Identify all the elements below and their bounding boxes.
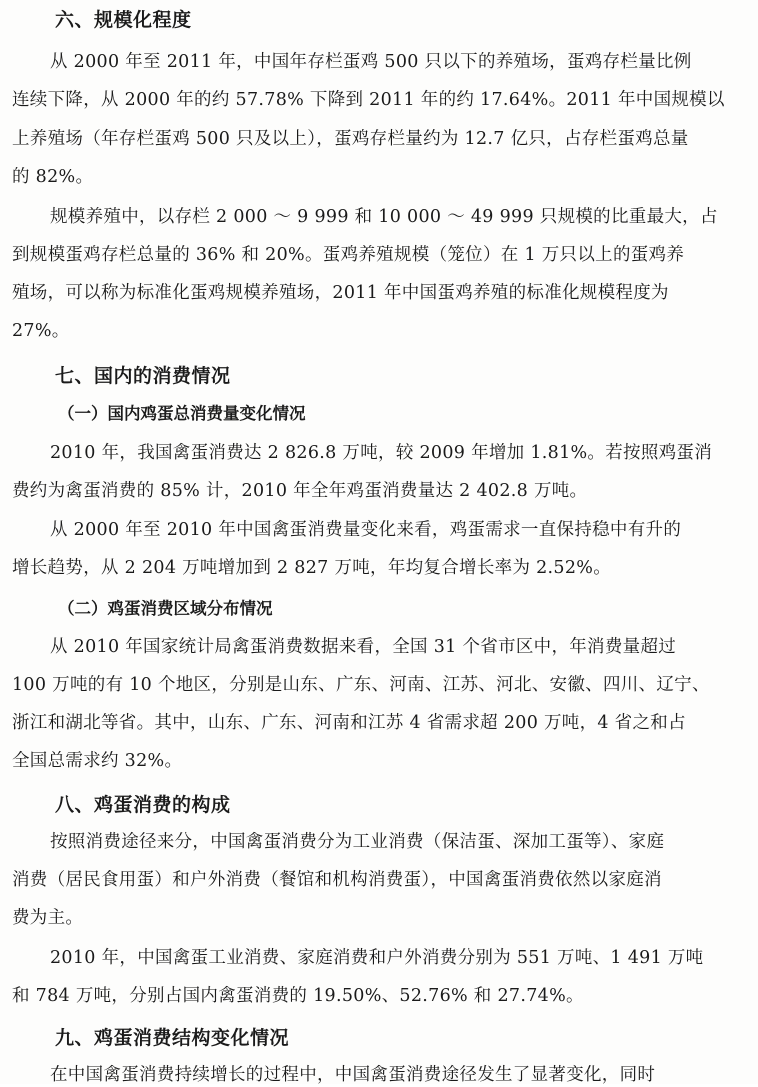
paragraph-line: 从 2000 年至 2010 年中国禽蛋消费量变化来看，鸡蛋需求一直保持稳中有升的 (50, 520, 682, 540)
paragraph-line: 2010 年，我国禽蛋消费达 2 826.8 万吨，较 2009 年增加 1.81%。若按照鸡蛋消 (50, 443, 713, 463)
paragraph-line: 连续下降，从 2000 年的约 57.78% 下降到 2011 年的约 17.64%。2011 年中国规模以 (12, 90, 725, 110)
paragraph-line: 费为主。 (12, 908, 84, 928)
paragraph-line: 浙江和湖北等省。其中，山东、广东、河南和江苏 4 省需求超 200 万吨，4 省之和占 (12, 713, 686, 733)
paragraph-line: 消费（居民食用蛋）和户外消费（餐馆和机构消费蛋），中国禽蛋消费依然以家庭消 (12, 870, 662, 890)
paragraph-line: 增长趋势，从 2 204 万吨增加到 2 827 万吨，年均复合增长率为 2.52%。 (12, 558, 612, 578)
paragraph-line: 殖场，可以称为标准化蛋鸡规模养殖场，2011 年中国蛋鸡养殖的标准化规模程度为 (12, 283, 669, 303)
paragraph-line: 27%。 (12, 321, 70, 341)
paragraph-line: 从 2010 年国家统计局禽蛋消费数据来看，全国 31 个省市区中，年消费量超过 (50, 637, 677, 657)
paragraph-line: 到规模蛋鸡存栏总量的 36% 和 20%。蛋鸡养殖规模（笼位）在 1 万只以上的蛋鸡养 (12, 245, 685, 265)
subsection-heading-total-consumption: （一）国内鸡蛋总消费量变化情况 (58, 404, 306, 423)
paragraph-line: 规模养殖中，以存栏 2 000 ～ 9 999 和 10 000 ～ 49 999 只规模的比重最大，占 (50, 207, 718, 227)
paragraph-line: 在中国禽蛋消费持续增长的过程中，中国禽蛋消费途径发生了显著变化，同时 (50, 1065, 656, 1085)
paragraph-line: 按照消费途径来分，中国禽蛋消费分为工业消费（保洁蛋、深加工蛋等）、家庭 (50, 832, 665, 852)
section-heading-domestic-consumption: 七、国内的消费情况 (55, 365, 231, 387)
subsection-heading-regional-distribution: （二）鸡蛋消费区域分布情况 (58, 599, 273, 618)
section-heading-consumption-composition: 八、鸡蛋消费的构成 (55, 794, 231, 816)
paragraph-line: 全国总需求约 32%。 (12, 751, 183, 771)
paragraph-line: 和 784 万吨，分别占国内禽蛋消费的 19.50%、52.76% 和 27.74%。 (12, 986, 584, 1006)
paragraph-line: 2010 年，中国禽蛋工业消费、家庭消费和户外消费分别为 551 万吨、1 491 万吨 (50, 948, 704, 968)
section-heading-scale: 六、规模化程度 (55, 9, 192, 31)
paragraph-line: 100 万吨的有 10 个地区，分别是山东、广东、河南、江苏、河北、安徽、四川、辽宁、 (12, 675, 710, 695)
paragraph-line: 从 2000 年至 2011 年，中国年存栏蛋鸡 500 只以下的养殖场，蛋鸡存栏量比例 (50, 52, 692, 72)
paragraph-line: 上养殖场（年存栏蛋鸡 500 只及以上），蛋鸡存栏量约为 12.7 亿只，占存栏蛋鸡总量 (12, 129, 689, 149)
section-heading-structure-change: 九、鸡蛋消费结构变化情况 (55, 1027, 290, 1049)
paragraph-line: 费约为禽蛋消费的 85% 计，2010 年全年鸡蛋消费量达 2 402.8 万吨。 (12, 481, 588, 501)
paragraph-line: 的 82%。 (12, 167, 94, 187)
